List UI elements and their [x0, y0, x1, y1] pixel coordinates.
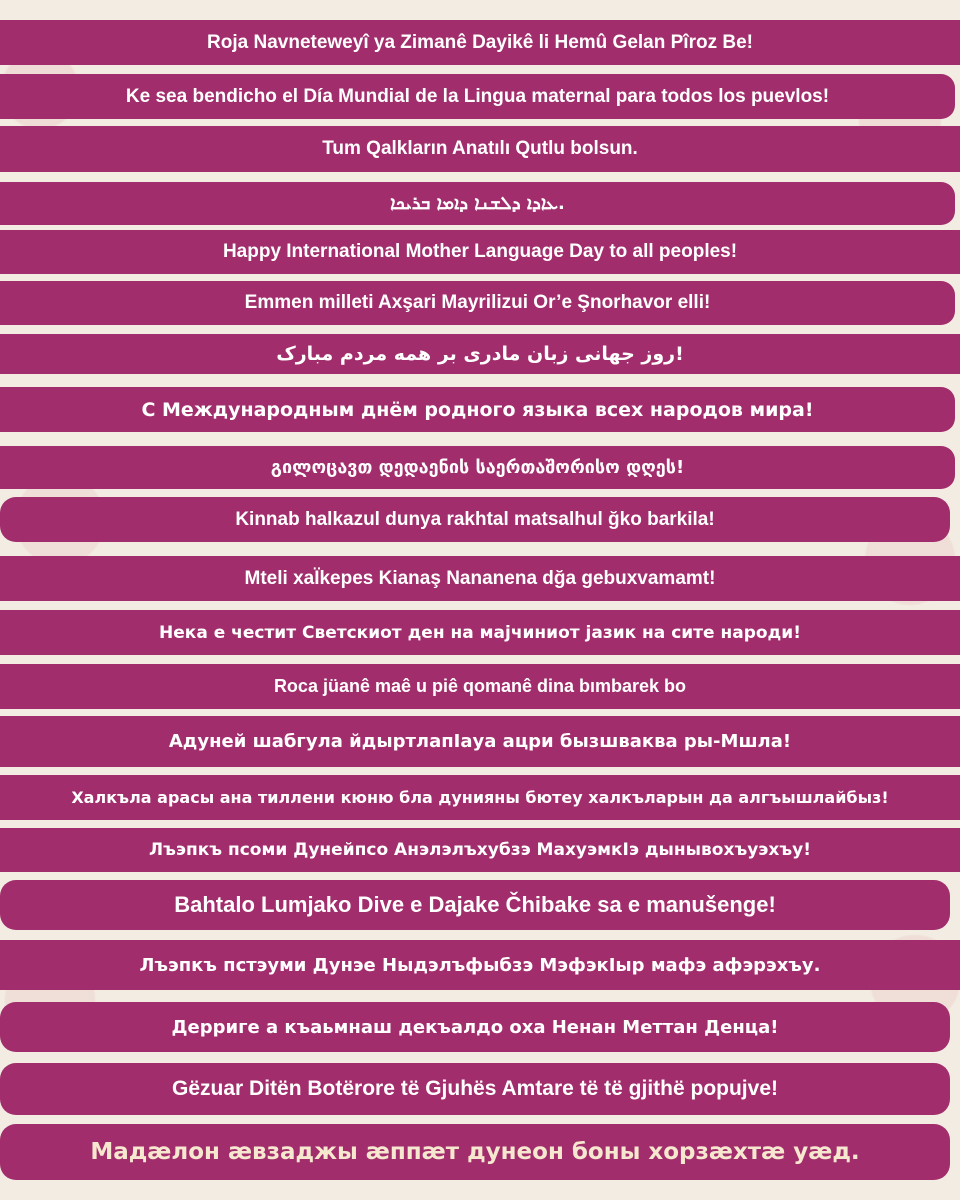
- greeting-syriac: ܥܐܕܐ ܕܠܫܢܐ ܕܐܡܐ ܒܪܝܟܐ.: [0, 182, 955, 225]
- greeting-laz: Mteli xaЇkepes Kianaş Nananena dğa gebuxvamamt!: [0, 556, 960, 601]
- greeting-georgian: გილოცავთ დედაენის საერთაშორისო დღეს!: [0, 446, 955, 489]
- greeting-english: Happy International Mother Language Day to all peoples!: [0, 230, 960, 274]
- greeting-kurdish: Roja Navneteweyî ya Zimanê Dayikê li Hemû Gelan Pîroz Be!: [0, 20, 960, 65]
- greeting-turkic: Tum Qalkların Anatılı Qutlu bolsun.: [0, 126, 960, 172]
- greeting-romani: Bahtalo Lumjako Dive e Dajake Čhibake sa e manušenge!: [0, 880, 950, 930]
- greeting-chechen: Дерриге а къаьмнаш декъалдо оха Ненан Меттан Денца!: [0, 1002, 950, 1052]
- greeting-russian: С Международным днём родного языка всех народов мира!: [0, 387, 955, 432]
- greeting-karachay: Халкъла арасы ана тиллени кюню бла дунияны бютеу халкъларын да алгъышлайбыз!: [0, 775, 960, 820]
- greeting-persian: روز جهانی زبان مادری بر همه مردم مبارک!: [0, 334, 960, 374]
- greeting-adyghe: Лъэпкъ пстэуми Дунэе Ныдэлъфыбзэ МэфэкIыр мафэ афэрэхъу.: [0, 940, 960, 990]
- greeting-zaza: Roca jüanê maê u piê qomanê dina bımbarek bo: [0, 664, 960, 709]
- greeting-hemshin: Emmen milleti Axşari Mayrilizui Or’e Şnorhavor elli!: [0, 281, 955, 325]
- greeting-macedonian: Нека е честит Светскиот ден на мајчиниот јазик на сите народи!: [0, 610, 960, 655]
- greeting-albanian: Gëzuar Ditën Botërore të Gjuhës Amtare të të gjithë popujve!: [0, 1063, 950, 1115]
- greeting-ladino: Ke sea bendicho el Día Mundial de la Lingua maternal para todos los puevlos!: [0, 74, 955, 119]
- greeting-kabardian: Лъэпкъ псоми Дунейпсо Анэлэлъхубзэ МахуэмкIэ дынывохъуэхъу!: [0, 828, 960, 872]
- greeting-ossetian: Мадæлон æвзаджы æппæт дунеон боны хорзæхтæ уæд.: [0, 1124, 950, 1180]
- greeting-avar-latin: Kinnab halkazul dunya rakhtal matsalhul ğko barkila!: [0, 497, 950, 542]
- greeting-abkhaz: Адуней шабгула йдыртлапІауа ацри бызшвaква ры-Мшла!: [0, 716, 960, 767]
